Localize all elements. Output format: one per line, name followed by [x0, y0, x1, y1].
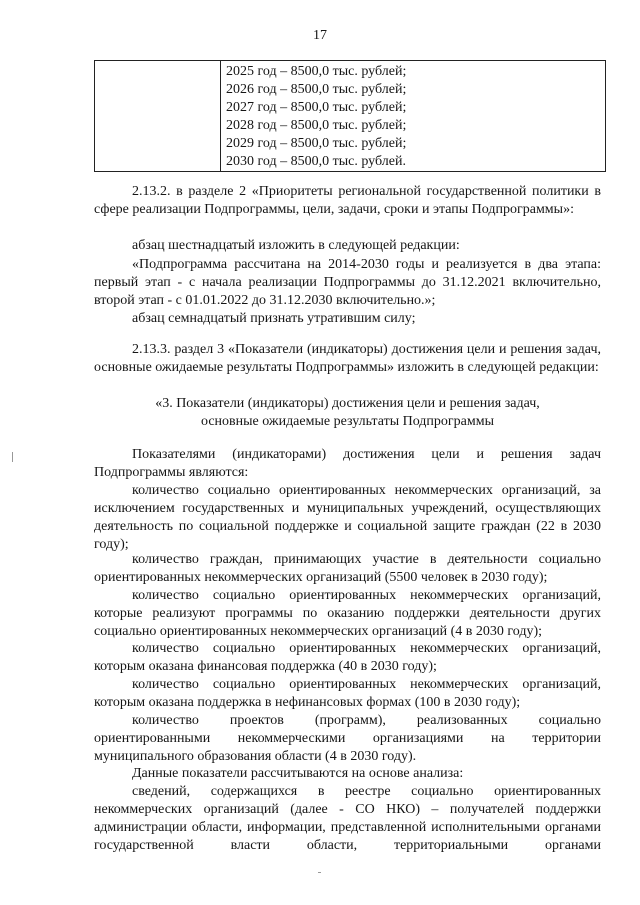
paragraph-16-quote: «Подпрограмма рассчитана на 2014-2030 годы и реализуется в два этапа: первый этап - с начала реализации Подпрограммы до 31.12.2021 включительно, второй этап - с 01.01.2022 до 31.12.2030 включительно.»; — [94, 257, 601, 308]
page-number: 17 — [313, 28, 327, 43]
indicators-intro: Показателями (индикаторами) достижения цели и решения задач Подпрограммы являются: — [94, 447, 601, 480]
indicator-item: количество социально ориентированных некоммерческих организаций, за исключением государственных и муниципальных учреждений, осуществляющих деятельность по социальной поддержке и социальной защите граждан (22 в 2030 году); — [94, 483, 601, 552]
section-2-13-3-intro: 2.13.3. раздел 3 «Показатели (индикаторы) достижения цели и решения задач, основные ожидаемые результаты Подпрограммы» изложить в следующей редакции: — [94, 342, 601, 375]
indicator-item: количество социально ориентированных некоммерческих организаций, которым оказана финансовая поддержка (40 в 2030 году); — [94, 641, 601, 674]
analysis-text: сведений, содержащихся в реестре социально ориентированных некоммерческих организаций (далее - СО НКО) – получателей поддержки администрации области, информации, представленной исполнительными органами государственной власти области, территориальными органами — [94, 784, 601, 853]
section-3-heading-line-2: основные ожидаемые результаты Подпрограммы — [200, 414, 495, 429]
table-line: 2026 год – 8500,0 тыс. рублей; — [226, 82, 407, 97]
paragraph-16-intro: абзац шестнадцатый изложить в следующей редакции: — [132, 238, 460, 253]
indicator-item: количество социально ориентированных некоммерческих организаций, которые реализуют программы по оказанию поддержки деятельности других социально ориентированных некоммерческих организаций (4 в 2030 году); — [94, 588, 601, 639]
paragraph-17-note: абзац семнадцатый признать утратившим силу; — [132, 311, 416, 326]
indicator-item: количество проектов (программ), реализованных социально ориентированными некоммерческими организациями на территории муниципального образования области (4 в 2030 году). — [94, 713, 601, 764]
table-left-cell — [95, 61, 221, 171]
indicator-item: количество граждан, принимающих участие в деятельности социально ориентированных некоммерческих организаций (5500 человек в 2030 году); — [94, 552, 601, 585]
section-3-heading-line-1: «3. Показатели (индикаторы) достижения цели и решения задач, — [155, 396, 540, 411]
analysis-intro: Данные показатели рассчитываются на основе анализа: — [132, 766, 464, 781]
table-line: 2030 год – 8500,0 тыс. рублей. — [226, 154, 406, 169]
scan-mark — [12, 452, 13, 462]
table-line: 2029 год – 8500,0 тыс. рублей; — [226, 136, 407, 151]
table-line: 2027 год – 8500,0 тыс. рублей; — [226, 100, 407, 115]
scan-mark — [318, 872, 321, 873]
table-line: 2028 год – 8500,0 тыс. рублей; — [226, 118, 407, 133]
indicator-item: количество социально ориентированных некоммерческих организаций, которым оказана поддержка в нефинансовых формах (100 в 2030 году); — [94, 677, 601, 710]
funding-table — [94, 60, 606, 172]
table-line: 2025 год – 8500,0 тыс. рублей; — [226, 64, 407, 79]
section-2-13-2-intro: 2.13.2. в разделе 2 «Приоритеты региональной государственной политики в сфере реализации Подпрограммы, цели, задачи, сроки и этапы Подпрограммы»: — [94, 184, 601, 217]
table-right-cell — [221, 61, 605, 171]
